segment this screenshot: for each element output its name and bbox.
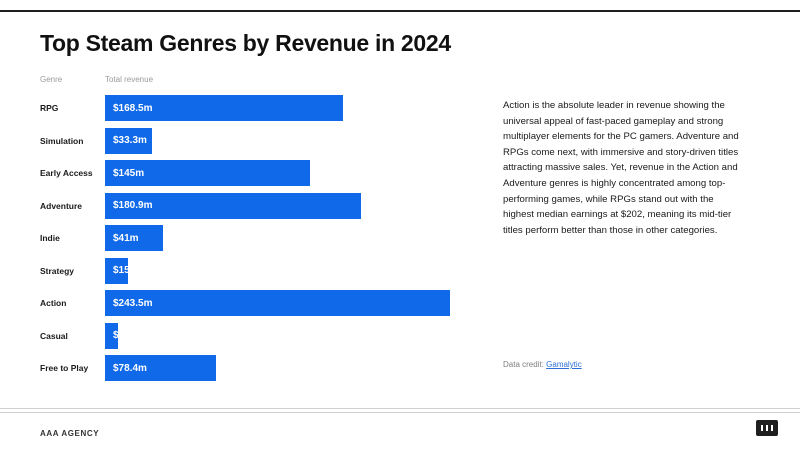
bar-track: [105, 290, 470, 316]
bar-category-label: Action: [40, 298, 67, 308]
footer-divider-top: [0, 408, 800, 409]
agency-logo-icon: [756, 420, 778, 436]
bar-value-label: $145m: [113, 167, 145, 179]
footer-divider-bottom: [0, 412, 800, 413]
bar-track: [105, 355, 470, 381]
bar: [105, 160, 310, 186]
bar-category-label: Simulation: [40, 135, 84, 146]
bar-category-label: Adventure: [40, 200, 83, 211]
bar-row: [40, 355, 470, 388]
bar-track: [105, 128, 470, 154]
bar-rows: [40, 95, 470, 388]
bar: [105, 290, 450, 316]
bar: [105, 258, 147, 284]
bar-row: [40, 290, 470, 323]
commentary-text: Action is the absolute leader in revenue showing the universal appeal of fast-paced gameplay and strong multiplayer elements for the PC gamers. Adventure and RPGs come next, with immersive and story-driven titles attracting massive sales. Yet, revenue in the Action and Adventure genres is highly concentrated among top-performing games, while RPGs stand out with the highest median earnings at $202, meaning its mid-tier titles perform better than those in other categories.: [503, 100, 739, 236]
bar-track: [105, 225, 470, 251]
bar-row: [40, 128, 470, 161]
footer-agency-name: AAA AGENCY: [40, 429, 100, 438]
bar-row: [40, 193, 470, 226]
bar: [105, 323, 142, 349]
commentary-panel: [503, 98, 746, 238]
bar-value-label: $243.5m: [113, 297, 153, 309]
bar-value-label: $33.3m: [113, 135, 147, 146]
bar-category-label: Free to Play: [40, 363, 89, 373]
bar-category-label: Indie: [40, 233, 60, 243]
bar-value-label: $78.4m: [113, 362, 147, 374]
bar-track: [105, 193, 470, 219]
bar-value-label: $180.9m: [113, 200, 153, 211]
column-headers: [40, 75, 470, 91]
bar-track: [105, 258, 470, 284]
page-title: Top Steam Genres by Revenue in 2024: [40, 30, 451, 56]
bar: [105, 193, 361, 219]
bar-value-label: $15.9m: [113, 265, 147, 276]
bar-row: [40, 225, 470, 258]
bar: [105, 355, 216, 381]
bar-chart: [40, 75, 470, 388]
bar: [105, 225, 163, 251]
data-credit: [503, 360, 582, 369]
top-divider: [0, 10, 800, 12]
bar-category-label: Casual: [40, 330, 68, 341]
bar-row: [40, 323, 470, 356]
data-credit-label: Data credit:: [503, 360, 544, 369]
bar-category-label: Early Access: [40, 168, 93, 178]
bar-category-label: Strategy: [40, 265, 75, 276]
bar-row: [40, 160, 470, 193]
column-header-genre: Genre: [40, 75, 63, 84]
data-credit-link[interactable]: Gamalytic: [546, 360, 582, 369]
bar: [105, 128, 152, 154]
bar-track: [105, 95, 470, 121]
column-header-revenue: Total revenue: [105, 75, 154, 84]
bar-row: [40, 258, 470, 291]
bar-category-label: RPG: [40, 103, 59, 113]
bar-value-label: $168.5m: [113, 102, 153, 114]
bar: [105, 95, 343, 121]
bar-track: [105, 160, 470, 186]
bar-row: [40, 95, 470, 128]
bar-track: [105, 323, 470, 349]
bar-value-label: $41m: [113, 232, 139, 244]
bar-value-label: $9.2m: [113, 330, 142, 341]
